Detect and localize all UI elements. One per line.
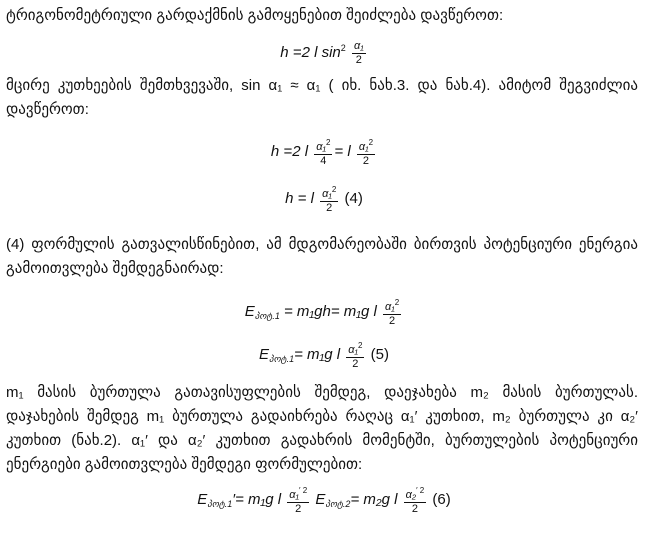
eq2-num2-power: 2 — [368, 138, 374, 147]
eq4-fraction — [383, 296, 401, 328]
eq6-E1: E — [197, 490, 208, 508]
eq6-mid-2: = m₂g l — [350, 490, 398, 508]
eq6-subscript-1: პოტ.1 — [207, 498, 233, 509]
eq6-E2: E — [315, 490, 326, 508]
eq5-num-text: α₁ — [348, 344, 358, 356]
equation-h-approx — [0, 136, 648, 168]
eq1-fraction — [352, 40, 366, 67]
equation-6 — [0, 484, 648, 516]
eq5-fraction — [346, 339, 364, 371]
eq6-mid-1: ′= m₁g l — [232, 490, 282, 508]
eq2-lhs: h =2 l — [270, 142, 309, 160]
eq6-tag: (6) — [432, 490, 451, 508]
paragraph-small-angles: მცირე კუთხეების შემთხვევაში, sin α₁ ≈ α₁ ( იხ. ნახ.3. და ნახ.4). ამიტომ შეგვიძლია დავწეროთ: — [6, 77, 638, 118]
eq6-subscript-2: პოტ.2 — [325, 498, 351, 509]
eq4-E: E — [244, 302, 255, 320]
equation-energy-1 — [0, 296, 648, 328]
eq5-num-power: 2 — [358, 341, 363, 350]
eq4-num-text: α₁ — [385, 301, 395, 313]
eq3-denominator: 2 — [326, 202, 333, 214]
eq5-subscript: პოტ.1 — [269, 353, 295, 364]
equation-h-sin — [0, 38, 648, 67]
eq2-denominator-1: 4 — [320, 155, 327, 167]
eq6-num1-text: α₁ — [289, 489, 300, 501]
equation-4 — [0, 183, 648, 215]
eq6-numerator-1 — [287, 484, 309, 503]
eq4-numerator — [383, 296, 401, 315]
eq3-num-power: 2 — [331, 185, 337, 194]
eq4-mid: = m₁gh= m₁g l — [279, 302, 377, 320]
eq5-tag: (5) — [370, 345, 389, 363]
eq2-fraction-2 — [357, 136, 375, 168]
eq3-numerator — [320, 183, 338, 202]
eq2-num2-text: α₁ — [358, 141, 369, 153]
eq6-fraction-1 — [287, 484, 309, 516]
eq3-tag: (4) — [344, 189, 363, 207]
eq1-power: 2 — [340, 43, 346, 53]
eq4-denominator: 2 — [389, 315, 396, 327]
paragraph-potential-energy: (4) ფორმულის გათვალისწინებით, ამ მდგომარეობაში ბირთვის პოტენციური ენერგია გამოითვლება შემდეგნაირად: — [6, 236, 638, 277]
eq1-lhs: h =2 l sin — [280, 44, 341, 61]
eq6-fraction-2 — [404, 484, 427, 516]
eq2-numerator-1 — [314, 136, 332, 155]
paragraph-collision: m₁ მასის ბურთულა გათავისუფლების შემდეგ, დაეჯახება m₂ მასის ბურთულას. დაჯახების შემდეგ m₁ ბურთულა გადაიხრება რაღაც α₁′ კუთხით, m₂ ბურთულა კი α₂′ კუთხით (ნახ.2). α₁′ და α₂′ კუთხით გადახრის მომენტში, ბურთულების პოტენციური ენერგიები გამოითვლება შემდეგი ფორმულებით: — [6, 384, 638, 473]
eq3-fraction — [320, 183, 338, 215]
eq6-denominator-1: 2 — [295, 503, 302, 515]
eq1-denominator: 2 — [355, 53, 362, 66]
eq2-num1-text: α₁ — [316, 141, 326, 153]
eq5-mid: = m₁g l — [294, 345, 341, 363]
eq1-numerator: α₁ — [353, 39, 364, 52]
equation-5 — [0, 339, 648, 371]
eq3-num-text: α₁ — [322, 188, 332, 200]
eq6-num1-power: ′ 2 — [299, 486, 308, 495]
eq6-denominator-2: 2 — [411, 503, 418, 515]
eq2-denominator-2: 2 — [362, 155, 370, 167]
eq6-num2-text: α₂ — [405, 489, 417, 501]
paragraph-intro: ტრიგონომეტრიული გარდაქმნის გამოყენებით შეიძლება დავწეროთ: — [6, 7, 504, 24]
eq2-num1-power: 2 — [325, 138, 331, 147]
eq6-numerator-2 — [404, 484, 427, 503]
eq4-num-power: 2 — [394, 298, 400, 307]
eq2-mid: = l — [334, 142, 351, 160]
eq6-num2-power: ′ 2 — [416, 486, 425, 495]
eq5-numerator — [346, 339, 364, 358]
eq5-E: E — [259, 345, 270, 363]
eq4-subscript: პოტ.1 — [254, 310, 280, 321]
eq2-fraction-1 — [314, 136, 332, 168]
eq3-lhs: h = l — [285, 189, 314, 207]
eq5-denominator: 2 — [352, 358, 359, 370]
eq2-numerator-2 — [357, 136, 375, 155]
